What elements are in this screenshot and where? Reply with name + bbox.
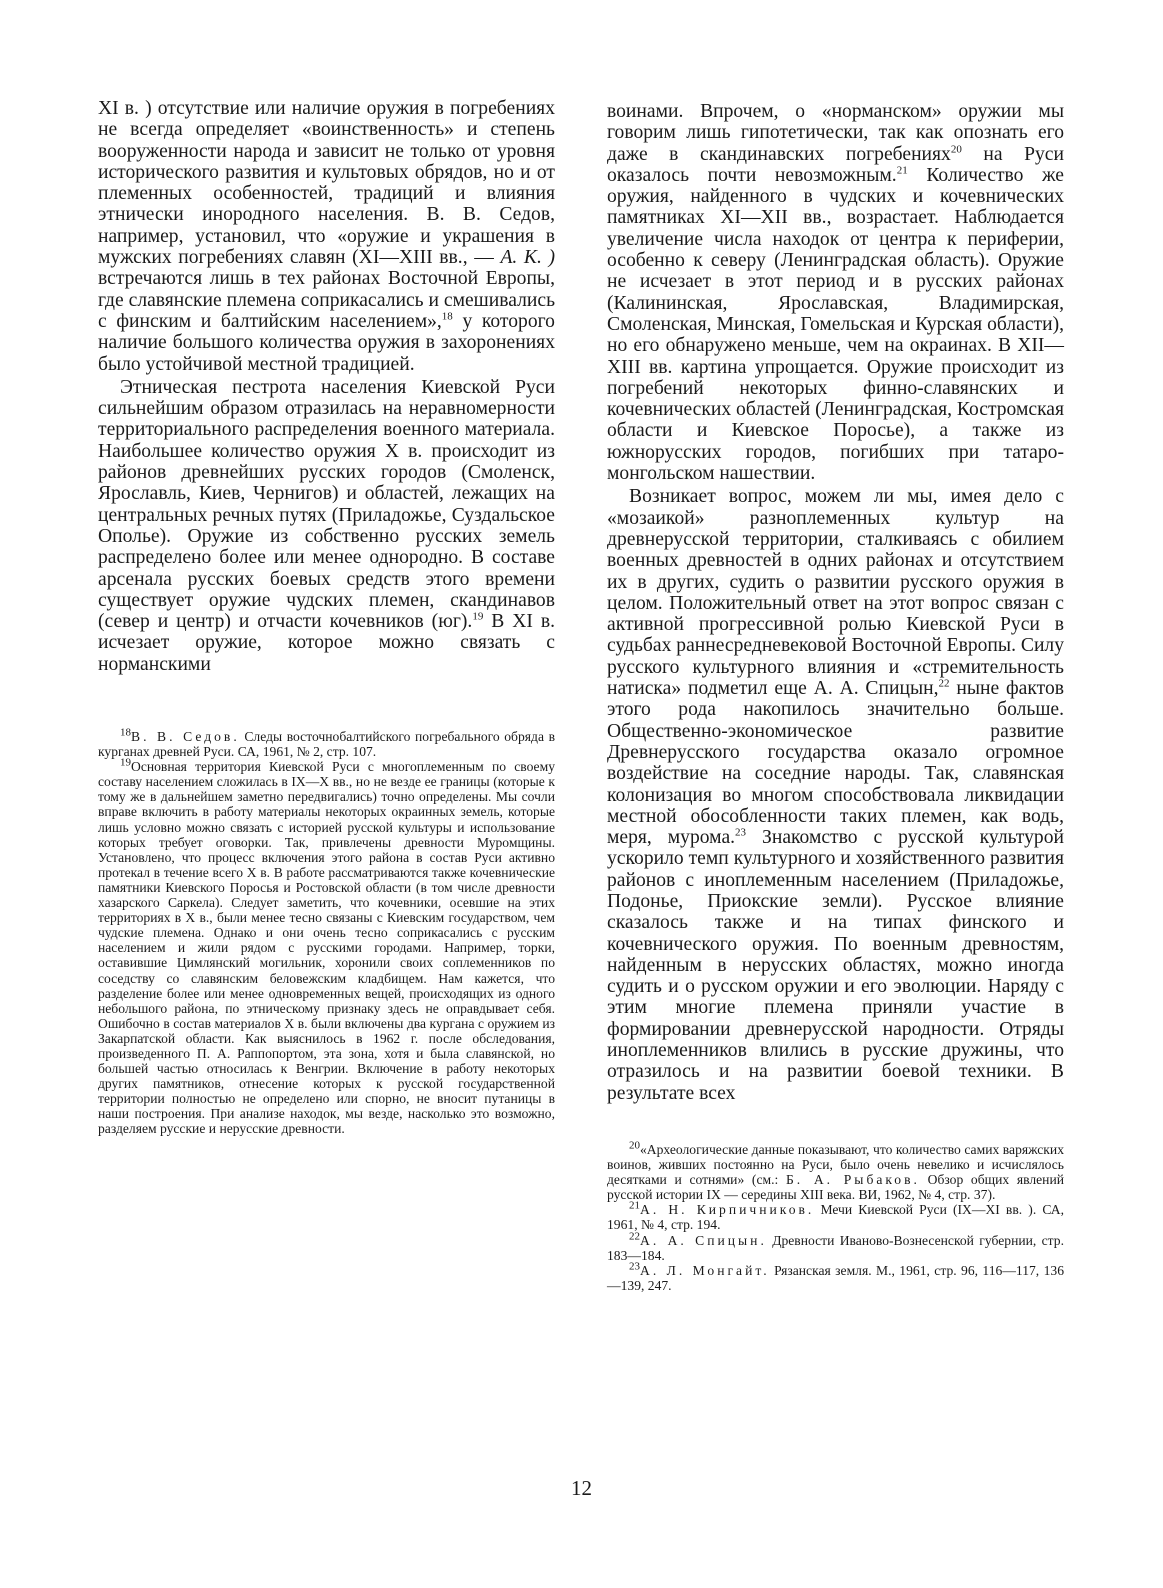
footnote-ref[interactable]: 21 (896, 164, 908, 177)
text-run: Знакомство с русской культурой ускорило темп культурного и хозяйственного развития районов с иноплеменным населением (Приладожье, Подонье, Приокские земли). Русское влияние сказалось также и на типах финского и кочевнического оружия. По военным древностям, найденным в нерусских областях, можно иногда судить и о русском оружии и его эволюции. Наряду с этим многие племена приняли участие в формировании древнерусской народности. Отряды иноплеменников влились в русские дружины, что отразилось и на развитии боевой техники. В результате всех (607, 827, 1064, 1104)
footnote-ref[interactable]: 19 (472, 610, 484, 623)
right-body-text (607, 101, 1064, 1104)
footnote-author: В. В. Седов. (131, 729, 240, 745)
footnote (607, 1199, 1064, 1233)
text-run: на Руси оказалось почти невозможным. (607, 143, 1064, 186)
page-number: 12 (571, 1476, 592, 1500)
text-run: ныне фактов этого рода накопилось значительно больше. Общественно-экономическое развитие Древнерусского государства оказало огромное воздействие на соседние народы. Так, славянская колонизация во многом способствовала ликвидации местной обособленности таких племен, как водь, меря, мурома. (607, 678, 1064, 849)
text-run: встречаются лишь в тех районах Восточной Европы, где славянские племена соприкасались и смешивались с финским и балтийским населением», (98, 268, 556, 332)
footnote (607, 1229, 1064, 1263)
paragraph (607, 101, 1064, 484)
italic-initials: А. К. ) (500, 247, 555, 269)
footnote-text: Мечи Киевской Руси (IX—XI вв. ). СА, 1961, № 4, стр. 194. (607, 1202, 1064, 1233)
footnote-text: Основная территория Киевской Руси с многоплеменным по своему составу населением сложилась в IX—X вв., но не везде ее границы (которые к тому же в дальнейшем заметно передвигались) точно определены. Мы сочли вправе включить в работу материалы некоторых окраинных земель, которые лишь условно можно связать с историей русской культуры и использование которых требует оговорки. Так, привлечены древности Муромщины. Установлено, что процесс включения этого района в состав Руси активно протекал в течение всего X в. В работе рассматриваются также кочевнические памятники Киевского Поросья и Ростовской области (в том числе древности хазарского Саркела). Следует заметить, что кочевники, осевшие на этих территориях в X в., были менее тесно связаны с Киевским государством, чем чудские племена. Однако и они очень тесно соприкасались с русским населением и жили рядом с русскими городами. Например, торки, оставившие Цимлянский могильник, хоронили своих соплеменников по соседству со славянским беловежским кладбищем. Нам кажется, что разделение более или менее одновременных вещей, происходящих из одного небольшого района, по этническому признаку здесь не оправдывает себя. Ошибочно в состав материалов X в. были включены два кургана с оружием из Закарпатской области. Как выяснилось в 1962 г. после обследования, произведенного П. А. Раппопортом, эта зона, хотя и была славянской, но большей частью относилась к Венгрии. Включение в работу некоторых других памятников, отнесение которых к русской государственной территории полностью не определено или спорно, не вносит путаницы в наши построения. При анализе находок, мы везде, насколько это возможно, разделяем русские и нерусские древности. (98, 759, 555, 1137)
footnote-author: Б. А. Рыбаков. (785, 1172, 920, 1188)
footnote (607, 1139, 1064, 1203)
footnote-ref[interactable]: 18 (441, 310, 453, 323)
footnote-number: 22 (629, 1229, 640, 1242)
footnote-number: 21 (629, 1199, 640, 1212)
text-run: воинами. Впрочем, о «норманском» оружии мы говорим лишь гипотетически, так как опознать его даже в скандинавских погребениях (607, 101, 1064, 165)
footnote-number: 18 (120, 726, 131, 739)
footnote-number: 23 (629, 1260, 640, 1273)
text-run: XI в. ) отсутствие или наличие оружия в погребениях не всегда определяет «воинственность» и степень вооруженности народа и зависит не только от уровня исторического развития и культовых обрядов, но и от племенных особенностей, традиций и влияния этнически инородного населения. В. В. Седов, например, установил, что «оружие и украшения в мужских погребениях славян (XI—XIII вв., — (98, 98, 555, 269)
left-footnotes (98, 726, 555, 1137)
footnote (98, 726, 555, 760)
text-run: Количество же оружия, найденного в чудских и кочевнических памятниках XI—XII вв., возрастает. Наблюдается увеличение числа находок от центра к периферии, особенно к северу (Ленинградская область). Оружие не исчезает в этот период и в русских районах (Калининская, Ярославская, Владимирская, Смоленская, Минская, Гомельская и Курская области), но его обнаружено меньше, чем на окраинах. В XII—XIII вв. картина упрощается. Оружие происходит из погребений некоторых финно-славянских и кочевнических областей (Ленинградская, Костромская области и Киевское Поросье), а также из южнорусских городов, погибших при татаро-монгольском нашествии. (607, 164, 1065, 485)
footnote-text: «Археологические данные показывают, что количество самих варяжских воинов, живших постоянно на Руси, было очень невелико и исчислялось десятками и сотнями» (см.: (607, 1141, 1064, 1188)
text-run: Возникает вопрос, можем ли мы, имея дело с «мозаикой» разноплеменных культур на древнерусской территории, сталкиваясь с обилием военных древностей в одних районах и отсутствием их в других, судить о развитии русского оружия в целом. Положительный ответ на этот вопрос связан с активной прогрессивной ролью Киевской Руси в судьбах раннесредневековой Восточной Европы. Силу русского культурного влияния и «стремительность натиска» подметил еще А. А. Спицын, (607, 486, 1065, 700)
footnote-text: Древности Иваново-Вознесенской губернии, стр. 183—184. (607, 1232, 1064, 1263)
left-body-text (98, 98, 555, 675)
text-run: В XI в. исчезает оружие, которое можно связать с норманскими (98, 611, 555, 675)
right-column (607, 101, 1064, 1293)
left-column (98, 98, 555, 1137)
footnote-author: А. Н. Кирпичников. (640, 1202, 815, 1218)
footnote-number: 19 (120, 756, 131, 769)
footnote-text: Рязанская земля. М., 1961, стр. 96, 116—117, 136—139, 247. (607, 1262, 1064, 1293)
footnote (98, 756, 555, 1137)
paragraph (98, 98, 555, 375)
footnote-ref[interactable]: 23 (735, 826, 747, 839)
footnote-number: 20 (629, 1139, 640, 1152)
footnote-text: Обзор общих явлений русской истории IX — середины XIII века. ВИ, 1962, № 4, стр. 37). (607, 1172, 1064, 1203)
footnote-ref[interactable]: 22 (938, 677, 950, 690)
footnote-author: А. А. Спицын. (640, 1232, 767, 1248)
text-run: Этническая пестрота населения Киевской Руси сильнейшим образом отразилась на неравномерности территориального распределения военного материала. Наибольшее количество оружия X в. происходит из районов древнейших русских городов (Смоленск, Ярославль, Киев, Чернигов) и областей, лежащих на центральных речных путях (Приладожье, Суздальское Ополье). Оружие из собственно русских земель распределено более или менее однородно. В составе арсенала русских боевых средств этого времени существует оружие чудских племен, скандинавов (север и центр) и отчасти кочевников (юг). (98, 376, 555, 633)
footnote-ref[interactable]: 20 (950, 143, 962, 156)
footnote-text: Следы восточнобалтийского погребального обряда в курганах древней Руси. СА, 1961, № 2, стр. 107. (98, 729, 555, 760)
footnote-author: А. Л. Монгайт. (640, 1262, 770, 1278)
paragraph (98, 377, 555, 675)
text-run: у которого наличие большого количества оружия в захоронениях было устойчивой местной традицией. (98, 310, 555, 375)
paragraph (607, 486, 1064, 1104)
footnote (607, 1260, 1064, 1293)
right-footnotes (607, 1139, 1064, 1293)
